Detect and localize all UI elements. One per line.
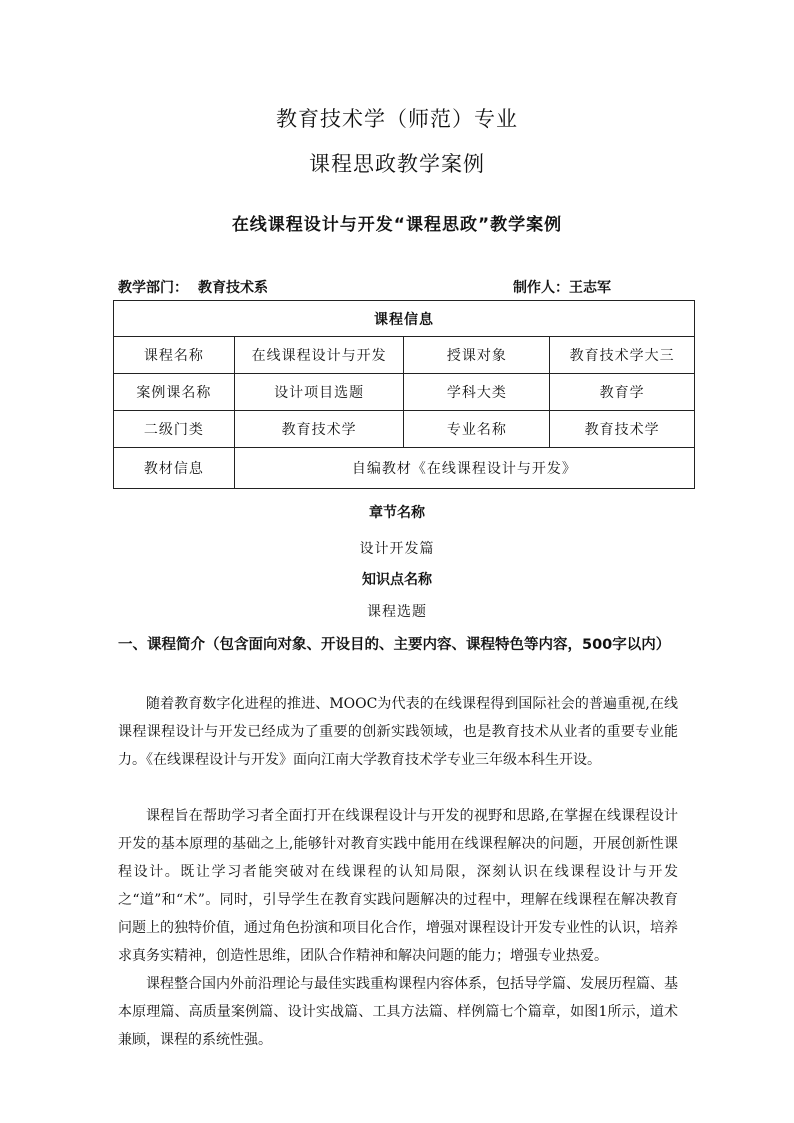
table-row: [114, 337, 695, 374]
dept-label: 教学部门：: [118, 280, 188, 296]
dept-info: [118, 277, 268, 297]
knowledge-value: 课程选题: [367, 604, 427, 620]
textbook-value: 自编教材《在线课程设计与开发》: [234, 448, 694, 489]
case-subtitle: 在线课程设计与开发“课程思政”教学案例: [231, 215, 563, 235]
body-paragraph: 课程整合国内外前沿理论与最佳实践重构课程内容体系，包括导学篇、发展历程篇、基本原理篇、高质量案例篇、设计实战篇、工具方法篇、样例篇七个篇章，如图1所示，道术兼顾，课程的系统性强。: [118, 976, 678, 1048]
table-cell: 专业名称: [404, 411, 550, 448]
document-title-line2: 课程思政教学案例: [309, 152, 485, 176]
course-info-table: [113, 300, 695, 489]
chapter-value: 设计开发篇: [359, 541, 435, 557]
table-row: [114, 448, 695, 489]
table-cell: 教育技术学大三: [550, 337, 695, 374]
table-cell: 设计项目选题: [234, 374, 404, 411]
course-info-header: 课程信息: [114, 301, 695, 337]
table-cell: 二级门类: [114, 411, 235, 448]
table-cell: 教育技术学: [550, 411, 695, 448]
table-cell: 教育技术学: [234, 411, 404, 448]
table-cell: 授课对象: [404, 337, 550, 374]
table-row: [114, 411, 695, 448]
table-cell: 学科大类: [404, 374, 550, 411]
document-title-line1: 教育技术学（师范）专业: [276, 107, 518, 131]
textbook-label: 教材信息: [114, 448, 235, 489]
meta-line: [118, 277, 678, 299]
body-paragraph: 随着教育数字化进程的推进、MOOC为代表的在线课程得到国际社会的普遍重视,在线课程课程设计与开发已经成为了重要的创新实践领域，也是教育技术从业者的重要专业能力。《在线课程设计与开发》面向江南大学教育技术学专业三年级本科生开设。: [118, 696, 678, 768]
table-row: [114, 374, 695, 411]
body-paragraph: 课程旨在帮助学习者全面打开在线课程设计与开发的视野和思路,在掌握在线课程设计开发的基本原理的基础之上,能够针对教育实践中能用在线课程解决的问题，开展创新性课程设计。既让学习者能突破对在线课程的认知局限，深刻认识在线课程设计与开发之“道”和“术”。同时，引导学生在教育实践问题解决的过程中，理解在线课程在解决教育问题上的独特价值，通过角色扮演和项目化合作，增强对课程设计开发专业性的认识，培养求真务实精神，创造性思维，团队合作精神和解决问题的能力；增强专业热爱。: [118, 808, 678, 964]
dept-value: 教育技术系: [198, 280, 268, 296]
table-cell: 案例课名称: [114, 374, 235, 411]
table-cell: 在线课程设计与开发: [234, 337, 404, 374]
table-cell: 课程名称: [114, 337, 235, 374]
chapter-label: 章节名称: [369, 505, 425, 521]
table-cell: 教育学: [550, 374, 695, 411]
section-heading: 一、课程简介（包含面向对象、开设目的、主要内容、课程特色等内容，500字以内）: [118, 637, 671, 653]
knowledge-label: 知识点名称: [362, 572, 432, 588]
author-info: 制作人：王志军: [513, 280, 611, 296]
